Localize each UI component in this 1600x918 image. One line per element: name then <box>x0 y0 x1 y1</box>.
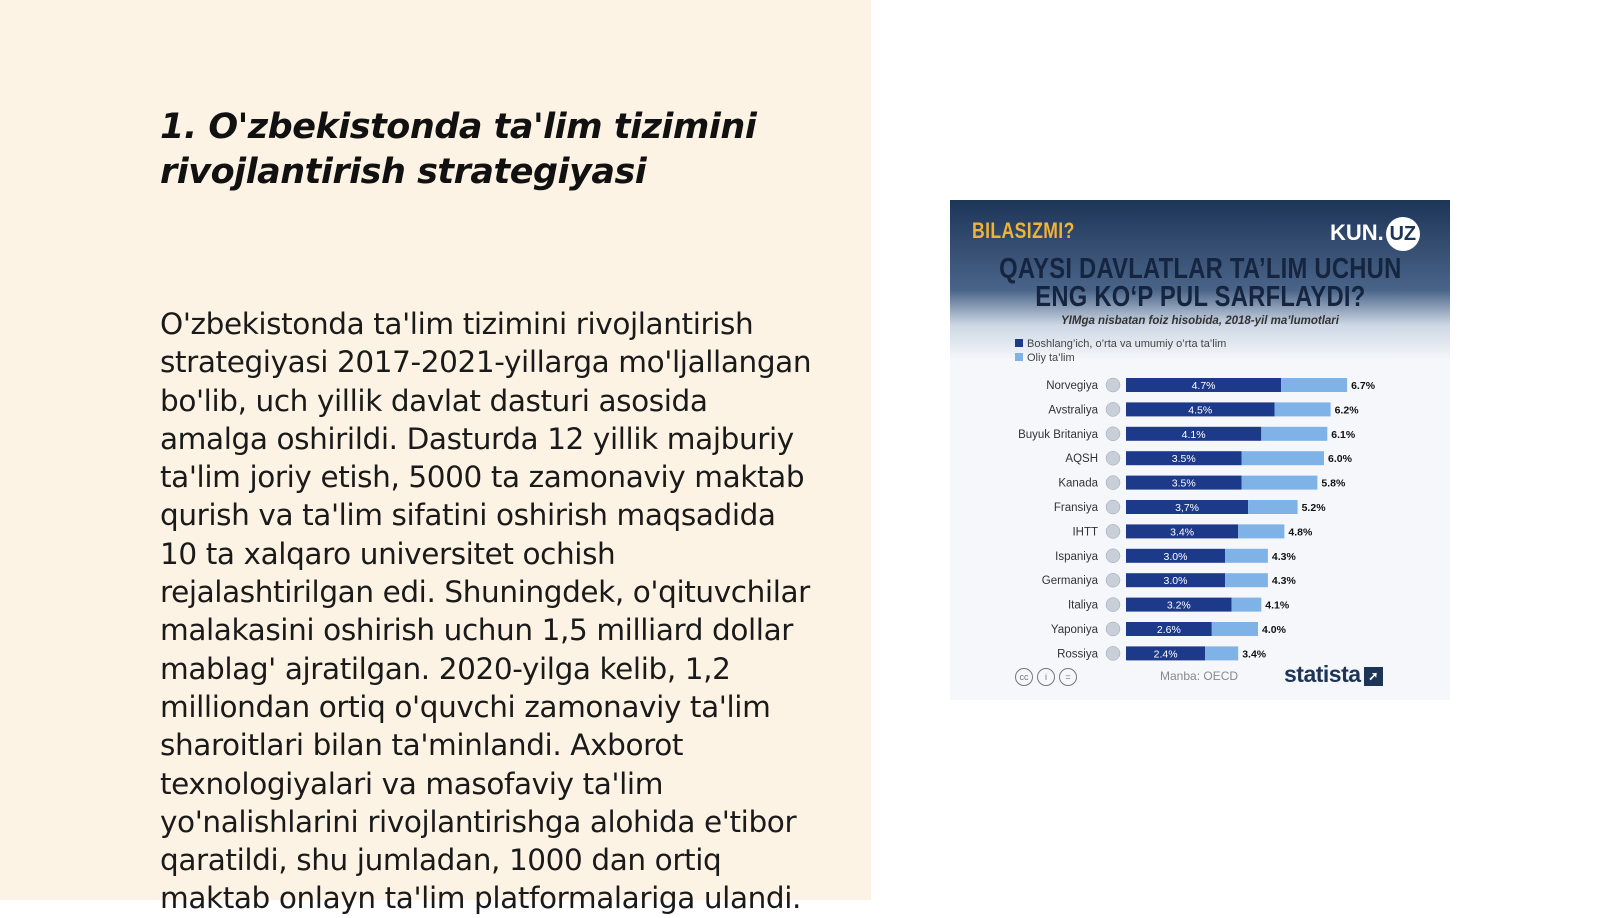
infographic-headline-line: ENG KO‘P PUL SARFLAYDI? <box>1034 281 1366 313</box>
bar-value-label: 3.5% <box>1171 453 1196 466</box>
body-line: milliondan ortiq o'quvchi zamonaviy ta'lim <box>160 689 771 724</box>
total-label: 6.2% <box>1334 404 1359 417</box>
total-label: 5.8% <box>1321 477 1346 490</box>
bar-higher-ed <box>1242 451 1325 465</box>
bar-higher-ed <box>1281 378 1347 392</box>
flag-icon <box>1106 500 1120 514</box>
infographic-subtitle: YIMga nisbatan foiz hisobida, 2018-yil ma’lumotlari <box>1061 315 1339 327</box>
slide-body-text <box>160 305 850 918</box>
infographic-headline-line: QAYSI DAVLATLAR TA’LIM UCHUN <box>998 253 1402 285</box>
body-line: maktab onlayn ta'lim platformalariga ulandi. <box>160 881 802 916</box>
total-label: 3.4% <box>1242 648 1267 661</box>
legend-item-primary <box>1015 338 1226 350</box>
total-label: 5.2% <box>1301 502 1326 514</box>
bar-value-label: 2.6% <box>1156 624 1181 636</box>
total-label: 4.3% <box>1271 550 1296 563</box>
body-line: amalga oshirildi. Dasturda 12 yillik majburiy <box>160 421 794 456</box>
bar-value-label: 3.5% <box>1171 477 1196 490</box>
bar-value-label: 3.4% <box>1170 526 1195 539</box>
total-label: 6.0% <box>1328 453 1352 466</box>
education-spending-infographic <box>950 200 1450 700</box>
category-label: Buyuk Britaniya <box>1018 428 1098 441</box>
no-derivatives-icon: = <box>1059 668 1077 686</box>
total-label: 4.0% <box>1262 624 1286 636</box>
body-line: bo'lib, uch yillik davlat dasturi asosida <box>160 383 708 418</box>
bar-value-label: 4.1% <box>1181 428 1206 441</box>
category-label: Avstraliya <box>1048 404 1098 417</box>
body-line: texnologiyalari va masofaviy ta'lim <box>160 766 664 801</box>
category-label: Kanada <box>1058 477 1098 490</box>
bar-higher-ed <box>1261 427 1327 441</box>
flag-icon <box>1106 427 1120 441</box>
logo-circle: UZ <box>1386 217 1420 251</box>
category-label: Italiya <box>1067 599 1098 612</box>
bar-higher-ed <box>1225 573 1268 587</box>
category-label: IHTT <box>1072 526 1098 539</box>
flag-icon <box>1106 402 1120 416</box>
flag-icon <box>1106 524 1120 538</box>
body-line: qaratildi, shu jumladan, 1000 dan ortiq <box>160 843 722 878</box>
kun-uz-logo <box>1330 217 1420 251</box>
category-label: Ispaniya <box>1055 550 1098 563</box>
stacked-bar-chart <box>950 368 1450 668</box>
category-label: Norvegiya <box>1046 380 1098 392</box>
title-line: 1. O'zbekistonda ta'lim tizimini <box>160 107 757 147</box>
total-label: 4.1% <box>1265 599 1290 612</box>
cc-icon: cc <box>1015 668 1033 686</box>
title-line: rivojlantirish strategiyasi <box>160 152 647 192</box>
bar-higher-ed <box>1275 402 1331 416</box>
bar-value-label: 3.0% <box>1163 575 1188 588</box>
legend-swatch <box>1015 339 1023 347</box>
category-label: Germaniya <box>1041 575 1098 588</box>
body-line: malakasini oshirish uchun 1,5 milliard dollar <box>160 613 794 648</box>
legend-item-higher-ed <box>1015 352 1075 364</box>
flag-icon <box>1106 476 1120 490</box>
category-label: Yaponiya <box>1050 624 1098 636</box>
flag-icon <box>1106 646 1120 660</box>
legend-swatch <box>1015 353 1023 361</box>
bar-value-label: 4.5% <box>1188 404 1213 417</box>
slide-title <box>160 105 800 195</box>
body-line: rejalashtirilgan edi. Shuningdek, o'qituvchilar <box>160 575 810 610</box>
source-note: Manba: OECD <box>1160 669 1239 683</box>
attribution-icon: i <box>1037 668 1055 686</box>
flag-icon <box>1106 622 1120 636</box>
body-line: qurish va ta'lim sifatini oshirish maqsadida <box>160 498 776 533</box>
license-icons <box>1015 667 1081 686</box>
total-label: 6.1% <box>1331 428 1356 441</box>
body-line: ta'lim joriy etish, 5000 ta zamonaviy maktab <box>160 460 805 495</box>
bar-higher-ed <box>1242 476 1318 490</box>
statista-mark-icon: ➚ <box>1364 667 1383 686</box>
bar-higher-ed <box>1212 622 1258 636</box>
legend-label: Oliy ta’lim <box>1027 352 1075 364</box>
category-label: Rossiya <box>1057 648 1098 661</box>
body-line: yo'nalishlarini rivojlantirishga alohida e'tibor <box>160 804 797 839</box>
legend-label: Boshlang’ich, o’rta va umumiy o’rta ta’lim <box>1027 338 1227 350</box>
bar-value-label: 3,7% <box>1175 502 1200 514</box>
bar-higher-ed <box>1238 524 1284 538</box>
bar-value-label: 3.0% <box>1163 550 1188 563</box>
logo-text: KUN. <box>1330 220 1384 245</box>
body-line: O'zbekistonda ta'lim tizimini rivojlantirish <box>160 307 754 341</box>
bar-higher-ed <box>1205 646 1238 660</box>
bar-higher-ed <box>1248 500 1298 514</box>
bar-value-label: 2.4% <box>1153 648 1178 661</box>
flag-icon <box>1106 573 1120 587</box>
total-label: 4.8% <box>1288 526 1313 539</box>
flag-icon <box>1106 549 1120 563</box>
total-label: 6.7% <box>1351 380 1376 392</box>
flag-icon <box>1106 378 1120 392</box>
category-label: AQSH <box>1065 453 1098 466</box>
total-label: 4.3% <box>1271 575 1296 588</box>
body-line: mablag' ajratilgan. 2020-yilga kelib, 1,2 <box>160 651 731 686</box>
bar-value-label: 4.7% <box>1191 380 1216 392</box>
bar-higher-ed <box>1225 549 1268 563</box>
flag-icon <box>1106 598 1120 612</box>
statista-logo: statista ➚ <box>1284 661 1383 688</box>
body-line: strategiyasi 2017-2021-yillarga mo'ljallangan <box>160 345 812 380</box>
category-label: Fransiya <box>1053 502 1098 514</box>
bar-value-label: 3.2% <box>1166 599 1191 612</box>
infographic-badge: BILASIZMI? <box>972 218 1075 243</box>
body-line: 10 ta xalqaro universitet ochish <box>160 536 616 571</box>
body-line: sharoitlari bilan ta'minlandi. Axborot <box>160 728 684 763</box>
bar-higher-ed <box>1232 598 1262 612</box>
flag-icon <box>1106 451 1120 465</box>
